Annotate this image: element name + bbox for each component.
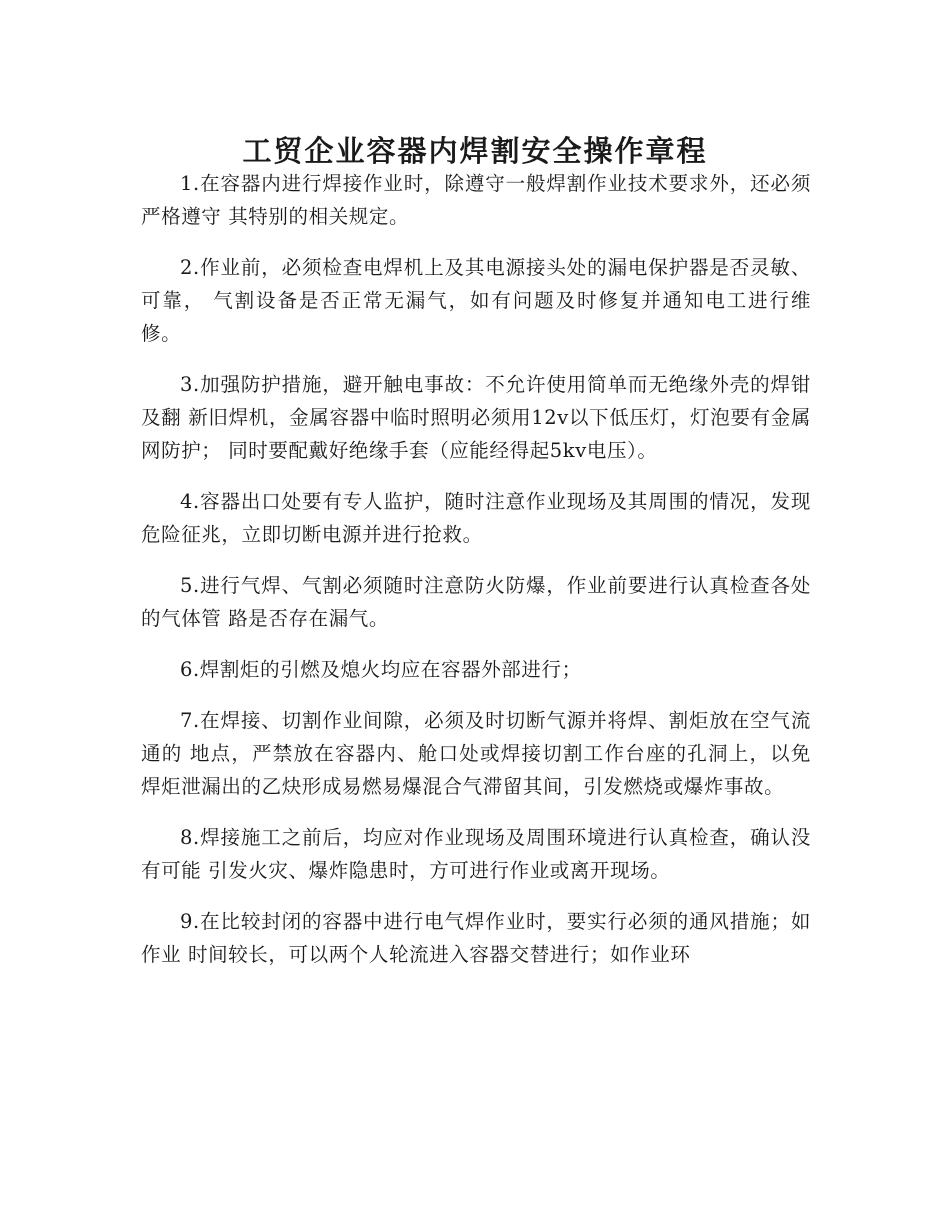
paragraph-1: 1.在容器内进行焊接作业时，除遵守一般焊割作业技术要求外，还必须严格遵守 其特别的相关规定。 bbox=[141, 172, 811, 228]
paragraph-2: 2.作业前，必须检查电焊机上及其电源接头处的漏电保护器是否灵敏、可靠， 气割设备是否正常无漏气，如有问题及时修复并通知电工进行维修。 bbox=[141, 256, 811, 345]
document-title: 工贸企业容器内焊割安全操作章程 bbox=[242, 134, 708, 169]
document-body bbox=[141, 167, 811, 989]
paragraph-6: 6.焊割炬的引燃及熄火均应在容器外部进行； bbox=[180, 658, 582, 681]
paragraph-7: 7.在焊接、切割作业间隙，必须及时切断气源并将焊、割炬放在空气流通的 地点，严禁放在容器内、舱口处或焊接切割工作台座的孔洞上，以免焊炬泄漏出的乙炔形成易燃易爆混合气滞留其间，引发燃烧或爆炸事故。 bbox=[141, 709, 811, 798]
paragraph-5: 5.进行气焊、气割必须随时注意防火防爆，作业前要进行认真检查各处的气体管 路是否存在漏气。 bbox=[141, 574, 811, 630]
paragraph-4: 4.容器出口处要有专人监护，随时注意作业现场及其周围的情况，发现危险征兆，立即切断电源并进行抢救。 bbox=[141, 490, 811, 546]
paragraph-8: 8.焊接施工之前后，均应对作业现场及周围环境进行认真检查，确认没有可能 引发火灾、爆炸隐患时，方可进行作业或离开现场。 bbox=[141, 826, 811, 882]
paragraph-9: 9.在比较封闭的容器中进行电气焊作业时，要实行必须的通风措施；如作业 时间较长，可以两个人轮流进入容器交替进行；如作业环 bbox=[141, 910, 811, 966]
paragraph-3: 3.加强防护措施，避开触电事故：不允许使用简单而无绝缘外壳的焊钳及翻 新旧焊机，金属容器中临时照明必须用12v以下低压灯，灯泡要有金属网防护； 同时要配戴好绝缘手套（应能经得起5kv电压）。 bbox=[141, 373, 811, 462]
